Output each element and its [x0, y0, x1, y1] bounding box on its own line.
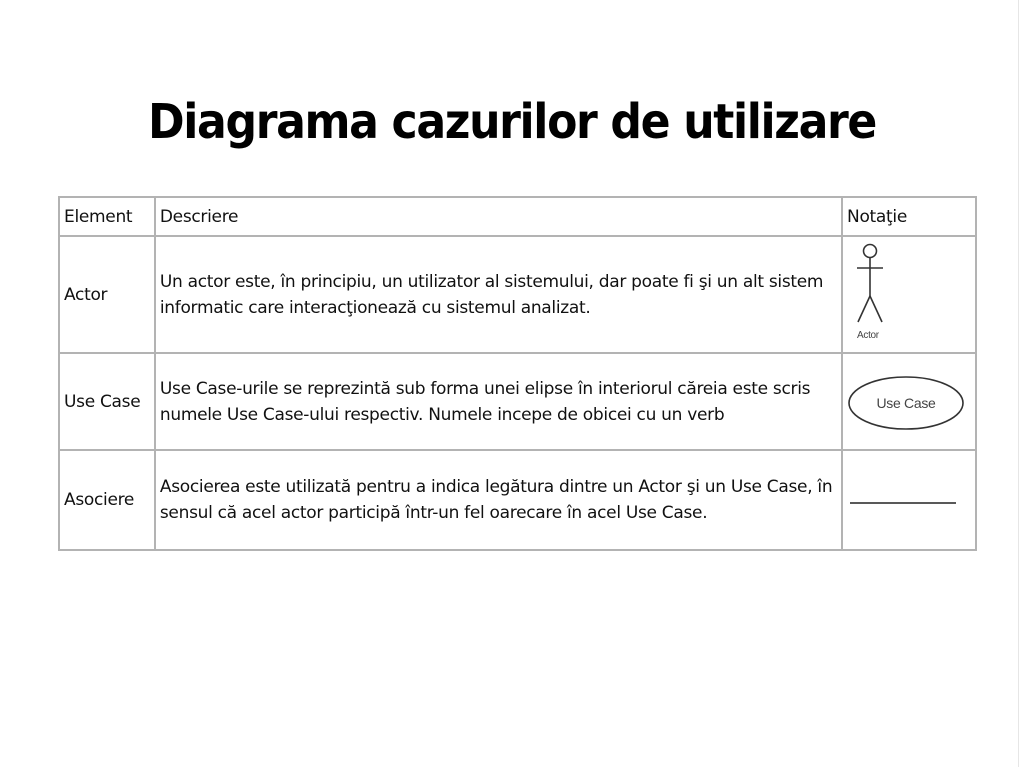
element-cell: Actor: [59, 236, 155, 353]
stick-figure-actor-icon: [843, 239, 967, 350]
slide-edge-divider: [1018, 0, 1019, 767]
header-description: Descriere: [155, 197, 842, 236]
element-cell: Use Case: [59, 353, 155, 450]
slide-title: Diagrama cazurilor de utilizare: [148, 94, 876, 151]
header-notation: Notaţie: [842, 197, 976, 236]
table-header-row: [59, 197, 976, 236]
use-case-label: Use Case: [876, 395, 936, 411]
element-cell: Asociere: [59, 450, 155, 550]
description-cell: Asocierea este utilizată pentru a indica legătura dintre un Actor şi un Use Case, în sensul că acel actor participă într-un fel oarecare în acel Use Case.: [155, 450, 842, 550]
table-row: [59, 353, 976, 450]
table-row: [59, 236, 976, 353]
description-cell: Un actor este, în principiu, un utilizator al sistemului, dar poate fi şi un alt sistem informatic care interacţionează cu sistemul analizat.: [155, 236, 842, 353]
notation-cell: [842, 450, 976, 550]
use-case-elements-table: [58, 196, 977, 551]
ellipse-use-case-icon: [843, 356, 967, 447]
description-cell: Use Case-urile se reprezintă sub forma unei elipse în interiorul căreia este scris numele Use Case-ului respectiv. Numele incepe de obicei cu un verb: [155, 353, 842, 450]
actor-label: Actor: [857, 330, 879, 341]
notation-cell: [842, 236, 976, 353]
association-line-icon: [843, 453, 967, 547]
notation-cell: [842, 353, 976, 450]
table-row: [59, 450, 976, 550]
header-element: Element: [59, 197, 155, 236]
